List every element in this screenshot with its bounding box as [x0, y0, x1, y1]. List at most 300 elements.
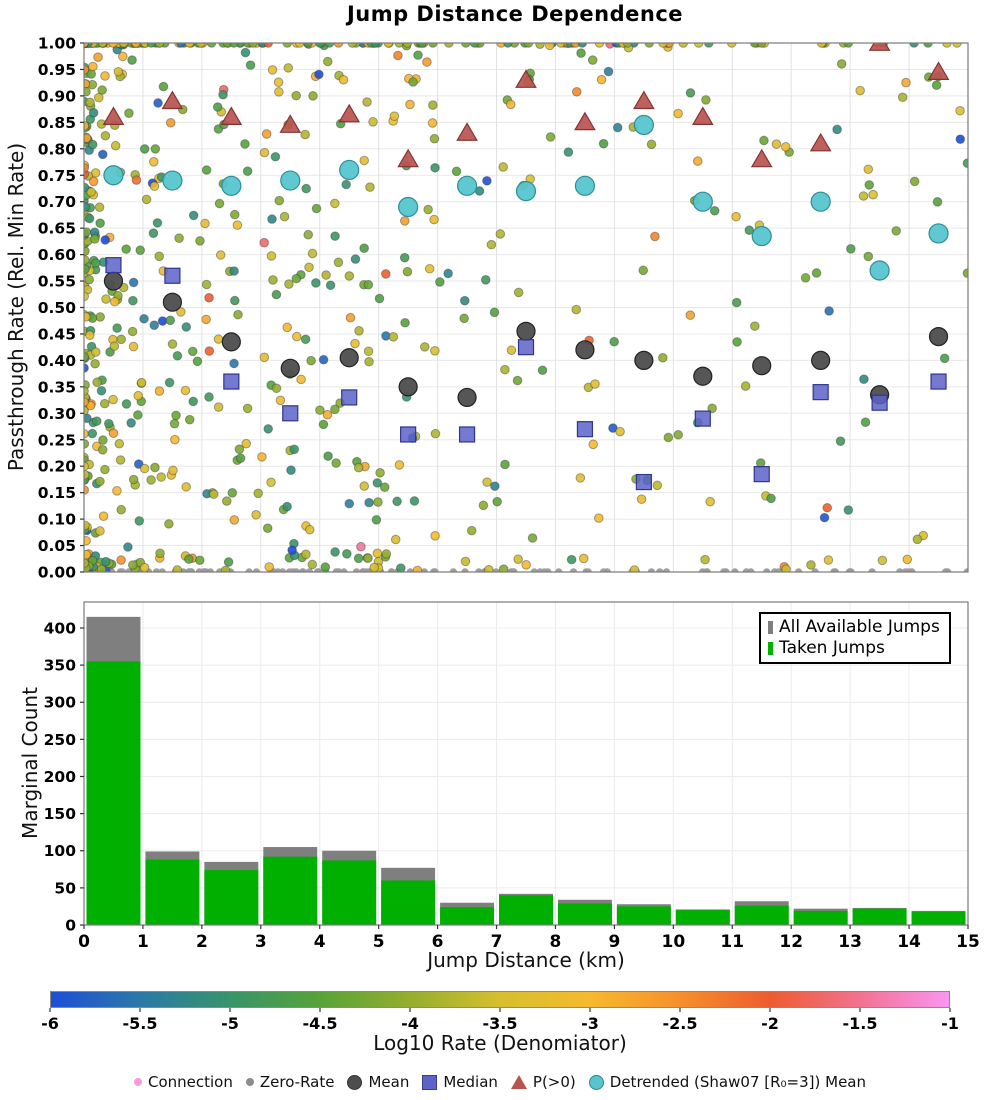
connection-dot: [423, 58, 432, 67]
connection-dot: [639, 266, 648, 275]
connection-dot: [109, 395, 118, 404]
scatter-y-tick-label: 0.00: [37, 563, 76, 582]
connection-dot: [173, 351, 182, 360]
connection-dot: [201, 219, 210, 228]
connection-dot: [111, 141, 120, 150]
connection-dot: [205, 293, 214, 302]
colorbar-tick-label: -3.5: [482, 1014, 518, 1033]
connection-dot: [706, 497, 715, 506]
connection-dot: [172, 411, 181, 420]
connection-dot: [760, 136, 769, 145]
hist-y-tick-label: 0: [65, 916, 76, 935]
connection-dot: [101, 236, 110, 245]
scatter-y-tick-label: 0.15: [37, 484, 76, 503]
connection-dot: [686, 89, 695, 98]
colorbar-gradient: [50, 991, 950, 1008]
hist-y-tick-label: 250: [43, 730, 76, 749]
connection-dot: [424, 205, 433, 214]
median-marker: [460, 427, 475, 442]
hist-y-tick-label: 400: [43, 619, 76, 638]
connection-dot: [528, 534, 537, 543]
connection-dot: [902, 78, 911, 87]
connection-dot: [214, 335, 223, 344]
connection-dot: [165, 520, 174, 529]
connection-dot: [221, 566, 230, 575]
connection-dot: [331, 232, 340, 241]
connection-dot: [196, 237, 205, 246]
circle-icon: [347, 1075, 362, 1090]
bar-taken-jumps: [87, 661, 141, 925]
marker-legend-label: Mean: [368, 1073, 410, 1091]
connection-dot: [844, 506, 853, 515]
connection-dot: [116, 456, 125, 465]
connection-dot: [215, 199, 224, 208]
connection-dot: [101, 465, 110, 474]
bar-taken-jumps: [381, 880, 435, 925]
connection-dot: [137, 378, 146, 387]
connection-dot: [264, 425, 273, 434]
connection-dot: [589, 440, 598, 449]
connection-dot: [859, 192, 868, 201]
connection-dot: [230, 210, 239, 219]
connection-dot: [297, 375, 306, 384]
connection-dot: [588, 56, 597, 65]
connection-dot: [182, 483, 191, 492]
connection-dot: [82, 87, 91, 96]
connection-dot: [892, 227, 901, 236]
connection-dot: [243, 404, 252, 413]
scatter-y-tick-label: 0.95: [37, 60, 76, 79]
p-gt0-marker: [104, 108, 124, 125]
connection-dot: [302, 184, 311, 193]
mean-marker: [517, 322, 535, 340]
legend-swatch-icon: [768, 642, 773, 655]
marker-legend-label: Median: [443, 1073, 498, 1091]
histogram-y-axis-label: Marginal Count: [18, 687, 42, 839]
histogram-legend: [759, 612, 951, 664]
connection-dot: [346, 313, 355, 322]
hist-x-tick-label: 6: [431, 932, 444, 952]
bar-taken-jumps: [499, 895, 553, 925]
detrended-mean-marker: [104, 166, 123, 185]
hist-x-tick-label: 8: [549, 932, 562, 952]
connection-dot: [564, 148, 573, 157]
connection-dot: [260, 148, 269, 157]
hist-x-tick-label: 7: [490, 932, 503, 952]
connection-dot: [315, 70, 324, 79]
connection-dot: [142, 195, 151, 204]
connection-dot: [224, 558, 233, 567]
colorbar-tick-label: -3: [581, 1014, 599, 1033]
p-gt0-marker: [693, 108, 713, 125]
mean-marker: [458, 388, 476, 406]
connection-dot: [275, 88, 284, 97]
connection-dot: [150, 158, 159, 167]
connection-dot: [230, 516, 239, 525]
scatter-y-tick-label: 0.90: [37, 87, 76, 106]
scatter-y-tick-label: 1.00: [37, 34, 76, 53]
connection-dot: [733, 338, 742, 347]
connection-dot: [460, 296, 469, 305]
connection-dot: [85, 275, 94, 284]
connection-dot: [195, 556, 204, 565]
colorbar-tick-label: -1.5: [842, 1014, 878, 1033]
connection-dot: [414, 51, 423, 60]
connection-dot: [185, 555, 194, 564]
connection-dot: [263, 524, 272, 533]
connection-dot: [93, 378, 102, 387]
hist-x-tick-label: 13: [838, 932, 862, 952]
hist-x-tick-label: 9: [608, 932, 621, 952]
connection-dot: [274, 78, 283, 87]
connection-dot: [110, 342, 119, 351]
connection-dot: [96, 313, 105, 322]
circle-icon: [589, 1075, 604, 1090]
connection-dot: [290, 445, 299, 454]
connection-dot: [260, 353, 269, 362]
scatter-y-tick-label: 0.20: [37, 457, 76, 476]
dot-small-icon: [246, 1078, 254, 1086]
connection-dot: [171, 435, 180, 444]
connection-dot: [127, 419, 136, 428]
connection-dot: [382, 270, 391, 279]
hist-x-tick-label: 0: [78, 932, 90, 952]
marker-legend-item: [134, 1073, 233, 1091]
connection-dot: [487, 240, 496, 249]
connection-dot: [165, 378, 174, 387]
connection-dot: [572, 87, 581, 96]
connection-dot: [647, 140, 656, 149]
connection-dot: [878, 556, 887, 565]
connection-dot: [283, 502, 292, 511]
connection-dot: [134, 411, 143, 420]
connection-dot: [98, 150, 107, 159]
connection-dot: [81, 203, 90, 212]
connection-dot: [674, 109, 683, 118]
connection-dot: [856, 86, 865, 95]
connection-dot: [331, 405, 340, 414]
connection-dot: [351, 255, 360, 264]
connection-dot: [403, 267, 412, 276]
connection-dot: [393, 497, 402, 506]
chart-title: Jump Distance Dependence: [346, 2, 684, 26]
connection-dot: [366, 183, 375, 192]
connection-dot: [81, 313, 90, 322]
hist-legend-item: [768, 638, 940, 658]
connection-dot: [364, 347, 373, 356]
connection-dot: [429, 101, 438, 110]
mean-marker: [635, 351, 653, 369]
connection-dot: [96, 477, 105, 486]
connection-dot: [230, 267, 239, 276]
connection-dot: [140, 145, 149, 154]
detrended-mean-marker: [340, 160, 359, 179]
connection-dot: [869, 190, 878, 199]
connection-dot: [292, 332, 301, 341]
connection-dot: [710, 206, 719, 215]
connection-dot: [460, 314, 469, 323]
detrended-mean-marker: [399, 197, 418, 216]
connection-dot: [355, 327, 364, 336]
connection-dot: [100, 399, 109, 408]
connection-dot: [122, 400, 131, 409]
bar-taken-jumps: [735, 906, 789, 925]
connection-dot: [572, 305, 581, 314]
connection-dot: [119, 52, 128, 61]
connection-dot: [360, 482, 369, 491]
connection-dot: [501, 460, 510, 469]
marker-legend-item: [511, 1073, 576, 1091]
connection-dot: [305, 263, 314, 272]
hist-y-tick-label: 150: [43, 805, 76, 824]
hist-x-tick-label: 4: [313, 932, 326, 952]
p-gt0-marker: [634, 92, 654, 109]
scatter-y-tick-label: 0.25: [37, 431, 76, 450]
connection-dot: [413, 566, 422, 575]
connection-dot: [113, 487, 122, 496]
connection-dot: [702, 96, 711, 105]
connection-dot: [154, 99, 163, 108]
connection-dot: [125, 109, 134, 118]
connection-dot: [85, 214, 94, 223]
connection-dot: [837, 60, 846, 69]
connection-dot: [312, 279, 321, 288]
connection-dot: [389, 333, 398, 342]
p-gt0-marker: [752, 150, 772, 167]
connection-dot: [637, 495, 646, 504]
connection-dot: [357, 542, 366, 551]
connection-dot: [134, 391, 143, 400]
detrended-mean-marker: [929, 224, 948, 243]
connection-dot: [129, 342, 138, 351]
mean-marker: [694, 367, 712, 385]
connection-dot: [686, 311, 695, 320]
connection-dot: [292, 274, 301, 283]
connection-dot: [493, 497, 502, 506]
connection-dot: [95, 203, 104, 212]
connection-dot: [166, 316, 175, 325]
connection-dot: [101, 72, 110, 81]
connection-dot: [365, 357, 374, 366]
connection-dot: [301, 335, 310, 344]
connection-dot: [956, 106, 965, 115]
scatter-y-tick-label: 0.30: [37, 404, 76, 423]
connection-dot: [391, 535, 400, 544]
mean-marker: [930, 328, 948, 346]
connection-dot: [149, 229, 158, 238]
connection-dot: [128, 327, 137, 336]
connection-dot: [230, 359, 239, 368]
connection-dot: [219, 90, 228, 99]
connection-dot: [496, 230, 505, 239]
connection-dot: [140, 464, 149, 473]
connection-dot: [824, 556, 833, 565]
hist-x-tick-label: 1: [137, 932, 149, 952]
connection-dot: [360, 156, 369, 165]
connection-dot: [213, 103, 222, 112]
connection-dot: [185, 415, 194, 424]
connection-dot: [522, 561, 531, 570]
connection-dot: [308, 560, 317, 569]
connection-dot: [501, 365, 510, 374]
connection-dot: [513, 376, 522, 385]
connection-dot: [940, 354, 949, 363]
connection-dot: [483, 177, 492, 186]
hist-x-tick-label: 3: [254, 932, 267, 952]
connection-dot: [741, 382, 750, 391]
connection-dot: [485, 565, 494, 574]
connection-dot: [576, 474, 585, 483]
connection-dot: [189, 211, 198, 220]
connection-dot: [168, 340, 177, 349]
connection-dot: [820, 513, 829, 522]
connection-dot: [262, 130, 271, 139]
mean-marker: [399, 378, 417, 396]
connection-dot: [114, 67, 123, 76]
bar-taken-jumps: [617, 906, 671, 925]
connection-dot: [781, 143, 790, 152]
connection-dot: [102, 557, 111, 566]
connection-dot: [452, 167, 461, 176]
hist-legend-label: Taken Jumps: [779, 638, 885, 658]
colorbar-tick-label: -4: [401, 1014, 419, 1033]
connection-dot: [751, 322, 760, 331]
connection-dot: [104, 419, 113, 428]
connection-dot: [376, 468, 385, 477]
connection-dot: [319, 355, 328, 364]
connection-dot: [275, 196, 284, 205]
connection-dot: [189, 397, 198, 406]
marker-legend-label: Connection: [147, 1073, 233, 1091]
connection-dot: [307, 356, 316, 365]
marker-legend-item: [589, 1073, 866, 1091]
scatter-y-tick-label: 0.10: [37, 510, 76, 529]
median-marker: [577, 422, 592, 437]
scatter-y-tick-label: 0.40: [37, 351, 76, 370]
connection-dot: [169, 466, 178, 475]
connection-dot: [129, 278, 138, 287]
p-gt0-marker: [811, 134, 831, 151]
connection-dot: [102, 295, 111, 304]
connection-dot: [117, 556, 126, 565]
hist-y-tick-label: 350: [43, 656, 76, 675]
scatter-y-axis-label: Passthrough Rate (Rel. Min Rate): [4, 142, 28, 472]
triangle-icon: [511, 1075, 527, 1089]
connection-dot: [292, 91, 301, 100]
connection-dot: [319, 420, 328, 429]
connection-dot: [272, 384, 281, 393]
p-gt0-marker: [163, 92, 183, 109]
detrended-mean-marker: [870, 261, 889, 280]
summary-markers: [104, 34, 949, 490]
connection-dot: [354, 554, 363, 563]
marker-legend-item: [246, 1073, 335, 1091]
connection-dot: [214, 403, 223, 412]
connection-dot: [444, 269, 453, 278]
connection-dot: [101, 131, 110, 140]
connection-dot: [514, 288, 523, 297]
scatter-y-tick-label: 0.75: [37, 166, 76, 185]
connection-dot: [430, 134, 439, 143]
connection-dot: [284, 64, 293, 73]
p-gt0-marker: [929, 63, 949, 80]
connection-dot: [80, 470, 89, 479]
connection-dot: [836, 437, 845, 446]
connection-dot: [308, 249, 317, 258]
connection-dot: [254, 489, 263, 498]
connection-dot: [89, 62, 98, 71]
connection-dot: [499, 163, 508, 172]
connection-dot: [491, 482, 500, 491]
connection-dot: [205, 347, 214, 356]
mean-marker: [163, 293, 181, 311]
connection-dot: [115, 439, 124, 448]
hist-y-tick-label: 200: [43, 767, 76, 786]
connection-dot: [430, 215, 439, 224]
colorbar-tick-label: -2.5: [662, 1014, 698, 1033]
connection-dot: [159, 82, 168, 91]
connection-dot: [409, 78, 418, 87]
connection-dot: [233, 221, 242, 230]
connection-dot: [577, 49, 586, 58]
connection-dot: [653, 481, 662, 490]
p-gt0-marker: [457, 123, 477, 140]
p-gt0-marker: [575, 113, 595, 130]
hist-x-tick-label: 2: [195, 932, 208, 952]
connection-dot: [99, 512, 108, 521]
median-marker: [754, 467, 769, 482]
connection-dot: [173, 566, 182, 575]
bar-taken-jumps: [440, 907, 494, 925]
connection-dot: [316, 406, 325, 415]
connection-dot: [322, 271, 331, 280]
hist-y-tick-label: 100: [43, 842, 76, 861]
connection-dot: [124, 543, 133, 552]
median-marker: [813, 385, 828, 400]
connection-dot: [81, 265, 90, 274]
detrended-mean-marker: [575, 176, 594, 195]
hist-y-tick-label: 300: [43, 693, 76, 712]
detrended-mean-marker: [458, 176, 477, 195]
connection-dot: [674, 430, 683, 439]
connection-dot: [243, 167, 252, 176]
connection-dot: [110, 297, 119, 306]
median-marker: [342, 390, 357, 405]
connection-dot: [436, 278, 445, 287]
connection-dot: [538, 366, 547, 375]
connection-dot: [372, 516, 381, 525]
connection-dot: [267, 252, 276, 261]
connection-dot: [693, 157, 702, 166]
scatter-y-tick-label: 0.80: [37, 140, 76, 159]
connection-dot: [567, 555, 576, 564]
connection-dot: [268, 66, 277, 75]
connection-dot: [536, 40, 545, 49]
connection-dot: [155, 252, 164, 261]
hist-x-tick-label: 14: [897, 932, 921, 952]
connection-dot: [461, 557, 470, 566]
connection-dot: [302, 550, 311, 559]
mean-marker: [753, 357, 771, 375]
connection-dot: [373, 549, 382, 558]
bar-taken-jumps: [145, 860, 199, 925]
connection-dot: [400, 217, 409, 226]
connection-dot: [81, 521, 90, 530]
connection-dot: [150, 182, 159, 191]
colorbar-tick-label: -5.5: [122, 1014, 158, 1033]
connection-dot: [732, 298, 741, 307]
connection-dot: [604, 67, 613, 76]
